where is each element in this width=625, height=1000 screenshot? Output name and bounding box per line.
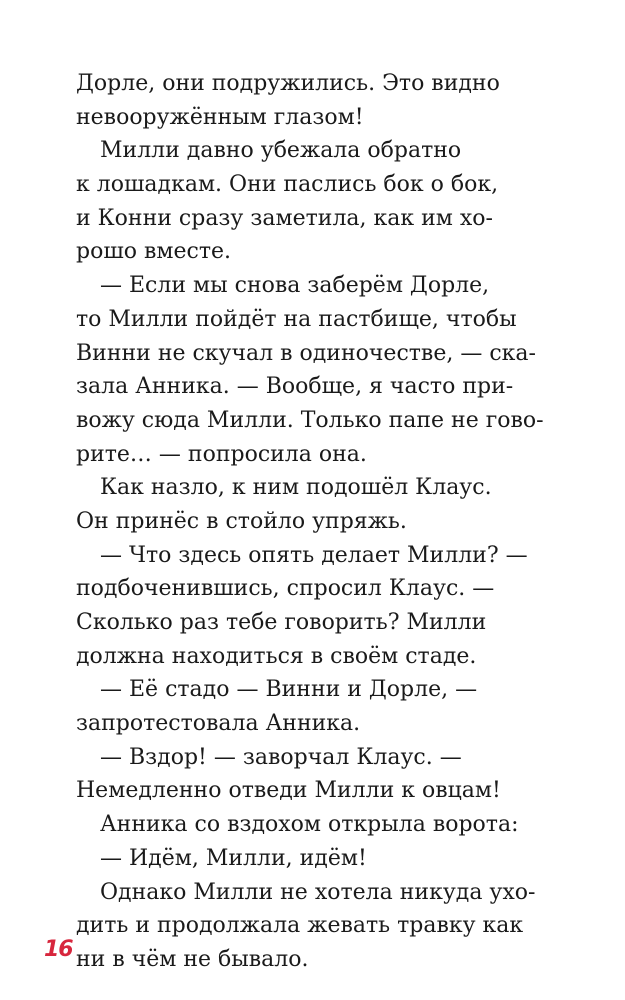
page-number: 16 — [44, 937, 73, 962]
text-line: дить и продолжала жевать травку как — [76, 913, 524, 939]
text-line: — Что здесь опять делает Милли? — — [100, 542, 528, 568]
text-line: Дорле, они подружились. Это видно — [76, 71, 500, 96]
text-line: Он принёс в стойло упряжь. — [76, 508, 407, 534]
text-line: невооружённым глазом! — [76, 104, 364, 130]
text-line: — Вздор! — заворчал Клаус. — — [100, 744, 462, 770]
page-body-text — [76, 67, 556, 977]
text-line: запротестовала Анника. — [76, 711, 361, 737]
text-line: то Милли пойдёт на пастбище, чтобы — [76, 306, 517, 332]
text-line: вожу сюда Милли. Только папе не гово- — [76, 407, 544, 433]
text-line: Винни не скучал в одиночестве, — ска- — [76, 340, 536, 366]
text-line: Милли давно убежала обратно — [100, 138, 462, 164]
text-line: — Её стадо — Винни и Дорле, — — [100, 677, 478, 703]
text-line: Однако Милли не хотела никуда ухо- — [100, 879, 536, 905]
text-line: — Идём, Милли, идём! — [100, 845, 367, 871]
text-line: к лошадкам. Они паслись бок о бок, — [76, 172, 499, 198]
text-line: подбоченившись, спросил Клаус. — — [76, 576, 495, 602]
text-line: и Конни сразу заметила, как им хо- — [76, 205, 493, 231]
text-line: Немедленно отведи Милли к овцам! — [76, 778, 501, 804]
text-line: должна находиться в своём стаде. — [76, 643, 477, 669]
text-line: Анника со вздохом открыла ворота: — [100, 812, 519, 838]
text-line: рите… — попросила она. — [76, 441, 367, 467]
text-line: рошо вместе. — [76, 239, 232, 265]
text-line: ни в чём не бывало. — [76, 946, 309, 972]
text-line: — Если мы снова заберём Дорле, — [100, 273, 490, 299]
text-line: зала Анника. — Вообще, я часто при- — [76, 374, 514, 400]
text-line: Как назло, к ним подошёл Клаус. — [100, 475, 492, 501]
text-line: Сколько раз тебе говорить? Милли — [76, 610, 487, 635]
